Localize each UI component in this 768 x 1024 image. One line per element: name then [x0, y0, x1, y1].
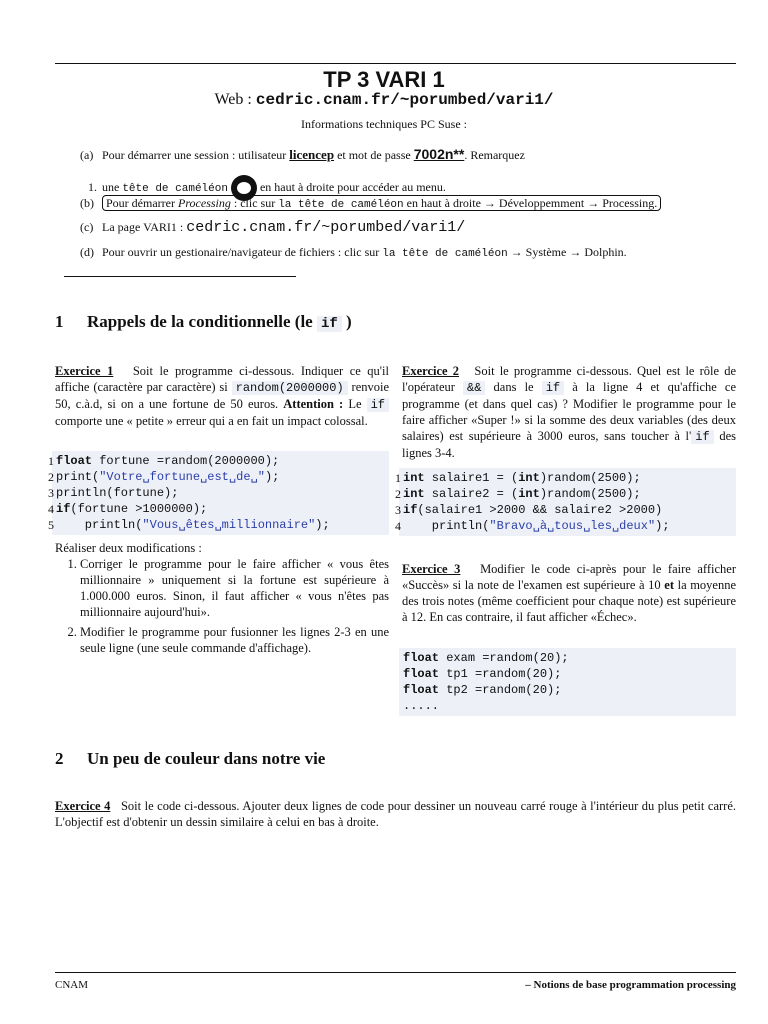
code-string: "Bravo␣à␣tous␣les␣deux" — [489, 519, 656, 533]
code-line — [395, 518, 670, 534]
exercise-1-list — [56, 556, 389, 660]
code-text: salaire1 = ( — [424, 471, 519, 485]
line-number: 3 — [395, 503, 401, 517]
item-d: (d) Pour ouvrir un gestionaire/navigateur de fichiers : clic sur la tête de caméléon → Système → Dolphin. — [80, 245, 627, 260]
password: 7002n** — [413, 146, 465, 162]
exercise-4-heading: Exercice 4 — [55, 799, 111, 813]
code-line — [395, 486, 641, 502]
separator-rule — [64, 276, 296, 277]
code-text: ); — [264, 470, 280, 484]
section-1-heading: 1 Rappels de la conditionnelle (le if ) — [55, 312, 352, 332]
exercise-3-code — [399, 648, 736, 716]
line-number: 2 — [395, 487, 401, 501]
exercise-1-after: Réaliser deux modifications : — [55, 541, 202, 555]
code-line — [395, 470, 641, 486]
code-keyword: int — [518, 487, 540, 501]
code-keyword: if — [56, 502, 71, 516]
exercise-2-code — [395, 468, 736, 536]
exercise-3-text: Exercice 3 Modifier le code ci-après pour le faire afficher «Succès» si la note de l'examen est supérieure à 10 et la moyenne des trois notes (même coefficient pour chaque note) est supérieure à 12. En cas contraire, il faut afficher «Échec». — [402, 562, 737, 624]
code-text: ); — [315, 518, 330, 532]
code-text: (fortune >1000000); — [70, 502, 208, 516]
code-text: tp1 =random(20); — [439, 667, 562, 681]
code-line — [48, 501, 208, 517]
list-item: 2. Modifier le programme pour fusionner les lignes 2-3 en une seule ligne (une seule commande d'affichage). — [80, 624, 389, 656]
code-keyword: float — [403, 667, 440, 681]
code-line — [395, 502, 663, 518]
line-number: 2 — [48, 470, 54, 484]
code-text: (salaire1 >2000 && salaire2 >2000) — [417, 503, 663, 517]
footer-left: CNAM — [55, 979, 89, 991]
line-number: 1 — [395, 471, 401, 485]
footer-rule — [55, 972, 736, 973]
code-line — [403, 698, 439, 714]
code-keyword: int — [403, 487, 425, 501]
code-line — [48, 485, 179, 501]
item-b-box: Pour démarrer Processing : clic sur la tête de caméléon en haut à droite → Développemment → Processing. — [102, 195, 661, 211]
code-text: salaire2 = ( — [424, 487, 519, 501]
line-number: 1 — [48, 454, 54, 468]
item-a: (a) Pour démarrer une session : utilisateur licencep et mot de passe 7002n**. Remarquez — [80, 146, 525, 162]
section-2-heading: 2 Un peu de couleur dans notre vie — [55, 749, 326, 768]
item-b: (b) Pour démarrer Processing : clic sur la tête de caméléon en haut à droite → Développemment → Processing. — [80, 196, 661, 211]
page-title: TP 3 VARI 1 — [323, 67, 445, 92]
code-string: "Votre␣fortune␣est␣de␣" — [99, 470, 265, 484]
exercise-4-text: Exercice 4 Soit le code ci-dessous. Ajouter deux lignes de code pour dessiner un nouveau carré rouge à l'intérieur du plus petit carré. L'objectif est d'obtenir un dessin similaire à celui en bas à droite. — [55, 799, 736, 829]
list-item: 1. Corriger le programme pour le faire afficher « vous êtes millionnaire » uniquement si la fortune est supérieure à 1.000.000 euros. Sinon, il faut afficher « vous n'êtes pas millionnaire aujourd'hui». — [80, 556, 389, 620]
vari1-url-link[interactable]: cedric.cnam.fr/~porumbed/vari1/ — [186, 219, 466, 236]
code-text: tp2 =random(20); — [439, 683, 562, 697]
code-keyword: float — [56, 454, 93, 468]
code-line — [403, 666, 561, 682]
code-line — [403, 650, 569, 666]
footer-right: – Notions de base programmation processing — [525, 979, 736, 991]
exercise-1-code — [48, 451, 389, 535]
code-keyword: int — [403, 471, 425, 485]
web-url-link[interactable]: cedric.cnam.fr/~porumbed/vari1/ — [255, 91, 554, 109]
info-heading: Informations techniques PC Suse : — [301, 117, 467, 131]
code-line — [403, 682, 561, 698]
code-string: "Vous␣êtes␣millionnaire" — [142, 518, 316, 532]
code-text: fortune =random(2000000); — [92, 454, 280, 468]
code-keyword: float — [403, 683, 440, 697]
code-keyword: float — [403, 651, 440, 665]
exercise-1-heading: Exercice 1 — [55, 364, 114, 378]
code-text: )random(2500); — [539, 471, 641, 485]
code-text: println(fortune); — [56, 486, 179, 500]
exercise-1-text: Exercice 1 Soit le programme ci-dessous. Indiquer ce qu'il affiche (caractère par caractère) si random(2000000) renvoie 50, c.à.d, si on a une fortune de 50 euros. Attention : Le if comporte une « petite » erreur qui a en fait un impact colossal. — [55, 364, 390, 428]
code-line — [48, 517, 330, 533]
exercise-2-text: Exercice 2 Soit le programme ci-dessous. Quel est le rôle de l'opérateur && dans le if à la ligne 4 et qu'affiche ce programme (et dans quel cas) ? Modifier le programme pour le faire afficher «Super !» si la somme des deux variables (des deux salaires) est supérieure à 3000 euros, sans toucher à l' if des lignes 3-4. — [402, 364, 737, 460]
web-label: Web : — [214, 91, 252, 108]
top-rule — [55, 63, 736, 64]
line-number: 4 — [48, 502, 54, 516]
web-line — [0, 91, 768, 109]
line-number: 5 — [48, 518, 54, 532]
username: licencep — [289, 147, 335, 162]
code-text: println( — [403, 519, 490, 533]
item-c: (c) La page VARI1 : cedric.cnam.fr/~porumbed/vari1/ — [80, 219, 466, 236]
code-text: print( — [56, 470, 100, 484]
code-text: ); — [655, 519, 670, 533]
item-a-1: 1. une tête de caméléon en haut à droite pour accéder au menu. — [88, 175, 446, 201]
code-keyword: if — [403, 503, 418, 517]
code-line — [48, 453, 280, 469]
code-line — [48, 469, 280, 485]
code-text: exam =random(20); — [439, 651, 569, 665]
line-number: 4 — [395, 519, 401, 533]
code-text: println( — [56, 518, 143, 532]
exercise-3-heading: Exercice 3 — [402, 562, 461, 576]
code-keyword: int — [518, 471, 540, 485]
exercise-2-heading: Exercice 2 — [402, 364, 459, 378]
code-text: ..... — [403, 699, 440, 713]
code-text: )random(2500); — [539, 487, 641, 501]
line-number: 3 — [48, 486, 54, 500]
